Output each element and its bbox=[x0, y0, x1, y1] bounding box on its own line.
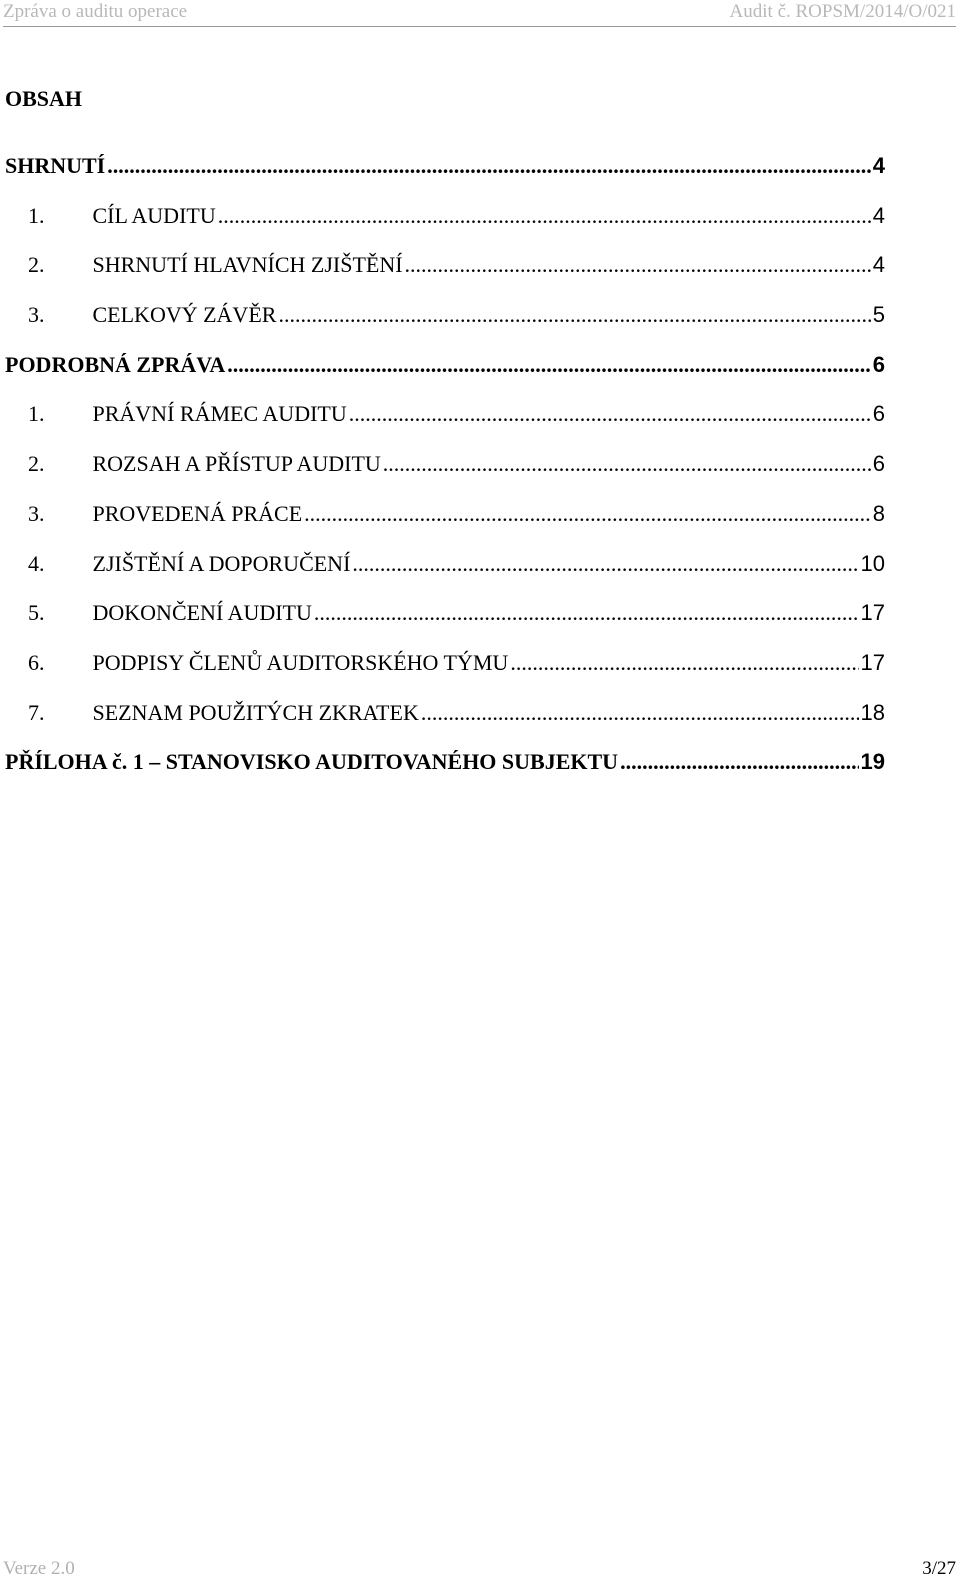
toc-entry-number: 1. bbox=[28, 401, 45, 427]
toc-entry-page: 17 bbox=[860, 649, 885, 675]
page-header bbox=[3, 0, 956, 27]
toc-dot-leader bbox=[405, 252, 871, 278]
footer-page-number: 3/27 bbox=[922, 1558, 956, 1579]
toc-subsection-entry[interactable] bbox=[5, 203, 885, 253]
toc-dot-leader bbox=[218, 203, 871, 229]
toc-entry-page: 17 bbox=[860, 600, 885, 626]
toc-entry-number: 2. bbox=[28, 451, 45, 477]
toc-subsection-entry[interactable] bbox=[5, 650, 885, 700]
toc-entry-page: 18 bbox=[860, 699, 885, 725]
header-audit-number: Audit č. ROPSM/2014/O/021 bbox=[729, 1, 956, 22]
toc-subsection-entry[interactable] bbox=[5, 302, 885, 352]
toc-subsection-entry[interactable] bbox=[5, 551, 885, 601]
toc-dot-leader bbox=[383, 451, 871, 477]
toc-title: OBSAH bbox=[5, 86, 83, 111]
toc-entry-label: SEZNAM POUŽITÝCH ZKRATEK bbox=[92, 699, 419, 725]
toc-subsection-entry[interactable] bbox=[5, 700, 885, 750]
toc-dot-leader bbox=[278, 302, 870, 328]
toc-dot-leader bbox=[107, 153, 871, 179]
footer-version: Verze 2.0 bbox=[3, 1558, 75, 1579]
table-of-contents bbox=[5, 153, 885, 799]
toc-subsection-entry[interactable] bbox=[5, 401, 885, 451]
toc-entry-number: 2. bbox=[28, 252, 45, 278]
toc-dot-leader bbox=[421, 700, 859, 726]
toc-entry-page: 6 bbox=[872, 351, 885, 377]
toc-subsection-entry[interactable] bbox=[5, 501, 885, 551]
toc-entry-number: 7. bbox=[28, 699, 45, 725]
toc-entry-number: 3. bbox=[28, 302, 45, 328]
toc-entry-label: PODROBNÁ ZPRÁVA bbox=[5, 351, 226, 377]
toc-entry-page: 10 bbox=[860, 550, 885, 576]
toc-entry-page: 6 bbox=[872, 401, 885, 427]
toc-entry-label: ZJIŠTĚNÍ A DOPORUČENÍ bbox=[92, 550, 351, 576]
toc-dot-leader bbox=[352, 551, 858, 577]
toc-section-entry[interactable] bbox=[5, 153, 885, 203]
toc-entry-label: CELKOVÝ ZÁVĚR bbox=[92, 302, 277, 328]
toc-entry-label: CÍL AUDITU bbox=[92, 202, 216, 228]
toc-entry-label: DOKONČENÍ AUDITU bbox=[92, 600, 312, 626]
toc-entry-page: 19 bbox=[860, 749, 885, 775]
toc-subsection-entry[interactable] bbox=[5, 252, 885, 302]
toc-entry-label: PRÁVNÍ RÁMEC AUDITU bbox=[92, 401, 347, 427]
toc-entry-page: 4 bbox=[872, 202, 885, 228]
toc-dot-leader bbox=[314, 600, 859, 626]
toc-dot-leader bbox=[620, 749, 858, 775]
toc-entry-number: 5. bbox=[28, 600, 45, 626]
toc-dot-leader bbox=[349, 401, 871, 427]
toc-entry-page: 4 bbox=[872, 252, 885, 278]
toc-dot-leader bbox=[304, 501, 871, 527]
toc-entry-label: SHRNUTÍ HLAVNÍCH ZJIŠTĚNÍ bbox=[92, 252, 403, 278]
toc-subsection-entry[interactable] bbox=[5, 451, 885, 501]
toc-entry-label: PROVEDENÁ PRÁCE bbox=[92, 500, 303, 526]
toc-section-entry[interactable] bbox=[5, 749, 885, 799]
toc-entry-page: 6 bbox=[872, 451, 885, 477]
toc-entry-label: SHRNUTÍ bbox=[5, 153, 106, 178]
toc-subsection-entry[interactable] bbox=[5, 600, 885, 650]
toc-entry-number: 4. bbox=[28, 550, 45, 576]
toc-entry-page: 5 bbox=[872, 302, 885, 328]
toc-entry-number: 1. bbox=[28, 202, 45, 228]
toc-entry-number: 6. bbox=[28, 649, 45, 675]
toc-entry-label: PŘÍLOHA č. 1 – STANOVISKO AUDITOVANÉHO SUBJEKTU bbox=[5, 749, 619, 775]
toc-entry-page: 8 bbox=[872, 500, 885, 526]
toc-entry-page: 4 bbox=[872, 153, 885, 178]
toc-dot-leader bbox=[510, 650, 858, 676]
toc-entry-label: PODPISY ČLENŮ AUDITORSKÉHO TÝMU bbox=[92, 649, 509, 675]
toc-section-entry[interactable] bbox=[5, 352, 885, 402]
toc-entry-number: 3. bbox=[28, 500, 45, 526]
toc-dot-leader bbox=[227, 352, 871, 378]
header-document-title: Zpráva o auditu operace bbox=[3, 1, 188, 22]
toc-entry-label: ROZSAH A PŘÍSTUP AUDITU bbox=[92, 451, 381, 477]
